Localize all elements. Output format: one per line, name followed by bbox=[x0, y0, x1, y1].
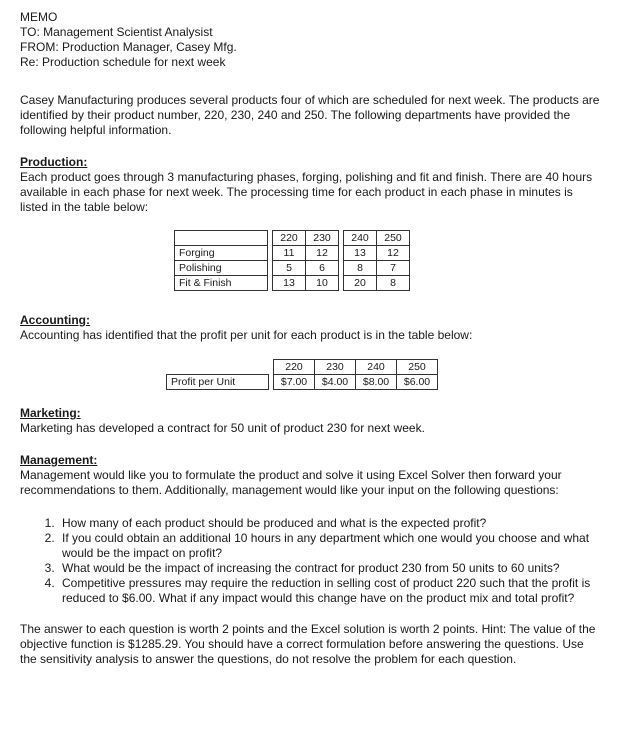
memo-to: TO: Management Scientist Analysist bbox=[20, 25, 213, 39]
table-cell: $7.00 bbox=[274, 375, 315, 390]
table-cell: 11 bbox=[273, 246, 306, 261]
memo-heading: MEMO bbox=[20, 10, 58, 24]
table-cell: 12 bbox=[306, 246, 339, 261]
table-header-cell: 220 bbox=[273, 231, 306, 246]
table-header-row bbox=[167, 360, 438, 375]
table-cell: 13 bbox=[273, 276, 306, 291]
management-text: Management would like you to formulate the product and solve it using Excel Solver then forward your recommendations to them. Additionally, management would like your input on the following questions: bbox=[20, 468, 562, 497]
row-label: Profit per Unit bbox=[167, 375, 269, 390]
table-header-cell: 230 bbox=[315, 360, 356, 375]
table-row bbox=[175, 246, 410, 261]
table-corner-cell bbox=[175, 231, 268, 246]
table-header-cell: 220 bbox=[274, 360, 315, 375]
list-item: 1. How many of each product should be produced and what is the expected profit? bbox=[58, 516, 600, 531]
table-row bbox=[175, 276, 410, 291]
row-label: Forging bbox=[175, 246, 268, 261]
profit-table bbox=[166, 359, 438, 390]
memo-re: Re: Production schedule for next week bbox=[20, 55, 226, 69]
row-label: Fit & Finish bbox=[175, 276, 268, 291]
table-header-row bbox=[175, 231, 410, 246]
questions-list bbox=[20, 516, 600, 606]
table-cell: 10 bbox=[306, 276, 339, 291]
production-text: Each product goes through 3 manufacturing phases, forging, polishing and fit and finish. There are 40 hours available in each phase for next week. The processing time for each product in each phase in minutes is listed in the table below: bbox=[20, 170, 593, 214]
memo-from: FROM: Production Manager, Casey Mfg. bbox=[20, 40, 237, 54]
table-cell: $4.00 bbox=[315, 375, 356, 390]
management-title: Management: bbox=[20, 453, 98, 467]
table-cell: 8 bbox=[377, 276, 410, 291]
table-header-cell: 250 bbox=[377, 231, 410, 246]
table-cell: 12 bbox=[377, 246, 410, 261]
closing-paragraph: The answer to each question is worth 2 points and the Excel solution is worth 2 points. Hint: The value of the objective function is $1285.29. You should have a correct formulation before answering the questions. Use the sensitivity analysis to answer the questions, do not resolve the problem for each question. bbox=[20, 622, 596, 666]
table-row bbox=[175, 261, 410, 276]
table-cell: 5 bbox=[273, 261, 306, 276]
list-item: 3. What would be the impact of increasing the contract for product 230 from 50 units to 60 units? bbox=[58, 561, 600, 576]
table-header-cell: 240 bbox=[344, 231, 377, 246]
table-cell: 7 bbox=[377, 261, 410, 276]
row-label: Polishing bbox=[175, 261, 268, 276]
table-row bbox=[167, 375, 438, 390]
table-cell: 20 bbox=[344, 276, 377, 291]
marketing-title: Marketing: bbox=[20, 406, 81, 420]
processing-time-table bbox=[174, 230, 410, 291]
accounting-text: Accounting has identified that the profit per unit for each product is in the table below: bbox=[20, 328, 473, 342]
memo-page bbox=[20, 10, 600, 667]
marketing-text: Marketing has developed a contract for 50 unit of product 230 for next week. bbox=[20, 421, 425, 435]
production-title: Production: bbox=[20, 155, 88, 169]
table-cell: 8 bbox=[344, 261, 377, 276]
table-cell: 13 bbox=[344, 246, 377, 261]
list-item: 4. Competitive pressures may require the reduction in selling cost of product 220 such that the profit is reduced to $6.00. What if any impact would this change have on the product mix and total profit? bbox=[58, 576, 600, 606]
table-cell: $8.00 bbox=[356, 375, 397, 390]
list-item: 2. If you could obtain an additional 10 hours in any department which one would you choose and what would be the impact on profit? bbox=[58, 531, 600, 561]
table-header-cell: 230 bbox=[306, 231, 339, 246]
accounting-title: Accounting: bbox=[20, 313, 90, 327]
table-cell: 6 bbox=[306, 261, 339, 276]
intro-paragraph: Casey Manufacturing produces several products four of which are scheduled for next week. The products are identified by their product number, 220, 230, 240 and 250. The following departments have provided the following helpful information. bbox=[20, 93, 600, 137]
table-header-cell: 250 bbox=[397, 360, 438, 375]
table-cell: $6.00 bbox=[397, 375, 438, 390]
table-header-cell: 240 bbox=[356, 360, 397, 375]
